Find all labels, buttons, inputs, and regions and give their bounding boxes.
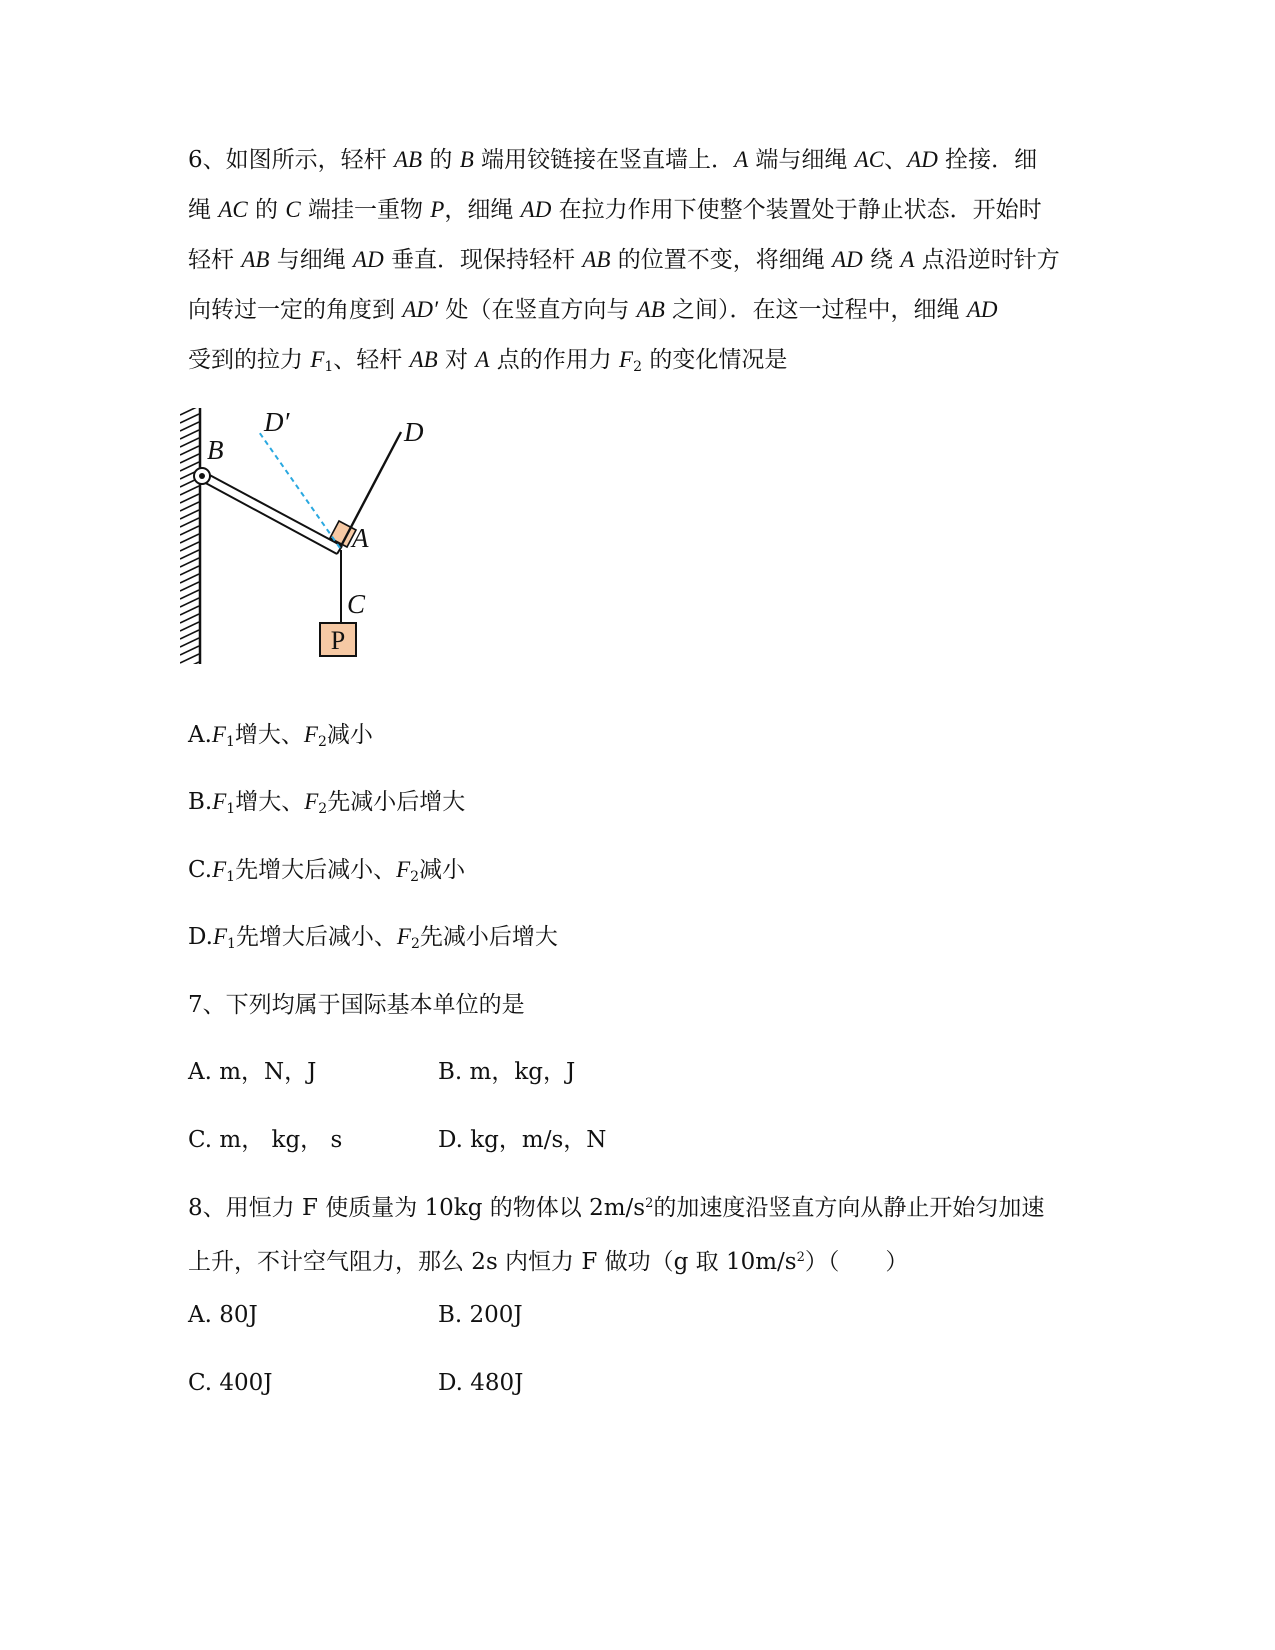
wall-hatch-line — [180, 414, 199, 423]
wall-hatch-line — [180, 486, 199, 495]
label-a: A — [352, 523, 369, 553]
wall-hatch-line — [180, 526, 199, 535]
q8-option-c[interactable]: C. 400J — [188, 1370, 273, 1396]
wall-hatch-line — [180, 408, 199, 415]
wall-hatch-line — [180, 542, 199, 551]
wall-hatch-line — [180, 662, 199, 671]
wall-hatch-line — [180, 670, 199, 679]
label-d: D — [404, 417, 424, 447]
wall-hatch-line — [180, 566, 199, 575]
q6-option-c[interactable]: $C.F_1$先增大后减小、$F_2$减小 — [188, 857, 466, 885]
wall-hatch-line — [180, 534, 199, 543]
wall-hatch-line — [180, 590, 199, 599]
q6-option-d[interactable]: $D.F_1$先增大后减小、$F_2$先减小后增大 — [188, 924, 558, 952]
q6-line1: 6、如图所示，轻杆 AB 的 B 端用铰链接在竖直墙上．A 端与细绳 AC、AD 拴接．细 — [188, 147, 1038, 173]
q7-stem: 7、下列均属于国际基本单位的是 — [188, 992, 525, 1018]
rope-ad — [340, 432, 401, 548]
label-b: B — [207, 435, 224, 465]
wall-hatch-line — [180, 574, 199, 583]
wall-hatch-line — [180, 454, 199, 463]
label-p: P — [330, 626, 346, 655]
rope-ad-prime-dashed — [259, 432, 340, 548]
q8-option-d[interactable]: D. 480J — [438, 1370, 524, 1396]
wall-hatch-line — [180, 582, 199, 591]
q6-option-b[interactable]: $B.F_1$增大、$F_2$先减小后增大 — [188, 789, 466, 817]
wall-hatch-line — [180, 638, 199, 647]
wall-hatch-line — [180, 446, 199, 455]
q7-option-d[interactable]: D. kg，m/s，N — [438, 1127, 607, 1153]
q6-line5: 受到的拉力 $F_1$、轻杆 AB 对 A 点的作用力 $F_2$ 的变化情况是 — [188, 347, 788, 375]
rod-ab — [200, 472, 342, 554]
wall-hatch-line — [180, 518, 199, 527]
wall-hatch-line — [180, 654, 199, 663]
q7-option-b[interactable]: B. m，kg，J — [438, 1059, 576, 1085]
wall-hatch-line — [180, 614, 199, 623]
q6-figure — [180, 408, 470, 698]
label-d-prime: D′ — [264, 408, 290, 437]
q8-option-a[interactable]: A. 80J — [188, 1302, 258, 1328]
q6-option-a[interactable]: $A.F_1$增大、$F_2$减小 — [188, 722, 373, 750]
wall-hatching — [180, 408, 199, 679]
wall-hatch-line — [180, 510, 199, 519]
wall-hatch-line — [180, 558, 199, 567]
hinge-b-pin — [199, 473, 205, 479]
q7-option-a[interactable]: A. m，N，J — [188, 1059, 317, 1085]
wall-hatch-line — [180, 430, 199, 439]
q8-stem — [188, 1179, 1088, 1287]
q7-option-c[interactable]: C. m， kg， s — [188, 1127, 343, 1153]
wall-hatch-line — [180, 422, 199, 431]
wall-hatch-line — [180, 550, 199, 559]
wall-hatch-line — [180, 622, 199, 631]
wall-hatch-line — [180, 438, 199, 447]
q6-stem — [188, 135, 1088, 392]
q8-option-b[interactable]: B. 200J — [438, 1302, 523, 1328]
wall-hatch-line — [180, 646, 199, 655]
q6-line3: 轻杆 AB 与细绳 AD 垂直．现保持轻杆 AB 的位置不变，将细绳 AD 绕 A 点沿逆时针方 — [188, 247, 1060, 273]
q8-line2: 上升，不计空气阻力，那么 2s 内恒力 F 做功（g 取 $10m/s^2$）（ ） — [188, 1249, 909, 1275]
q8-line1: 8、用恒力 F 使质量为 10kg 的物体以 $2m/s^2$的加速度沿竖直方向从静止开始匀加速 — [188, 1195, 1045, 1221]
wall-hatch-line — [180, 606, 199, 615]
wall-hatch-line — [180, 598, 199, 607]
wall-hatch-line — [180, 502, 199, 511]
wall-hatch-line — [180, 630, 199, 639]
q6-line2: 绳 AC 的 C 端挂一重物 P，细绳 AD 在拉力作用下使整个装置处于静止状态．开始时 — [188, 197, 1042, 223]
wall-hatch-line — [180, 494, 199, 503]
q6-line4: 向转过一定的角度到 AD′ 处（在竖直方向与 AB 之间）．在这一过程中，细绳 AD — [188, 297, 998, 323]
label-c: C — [347, 589, 366, 619]
